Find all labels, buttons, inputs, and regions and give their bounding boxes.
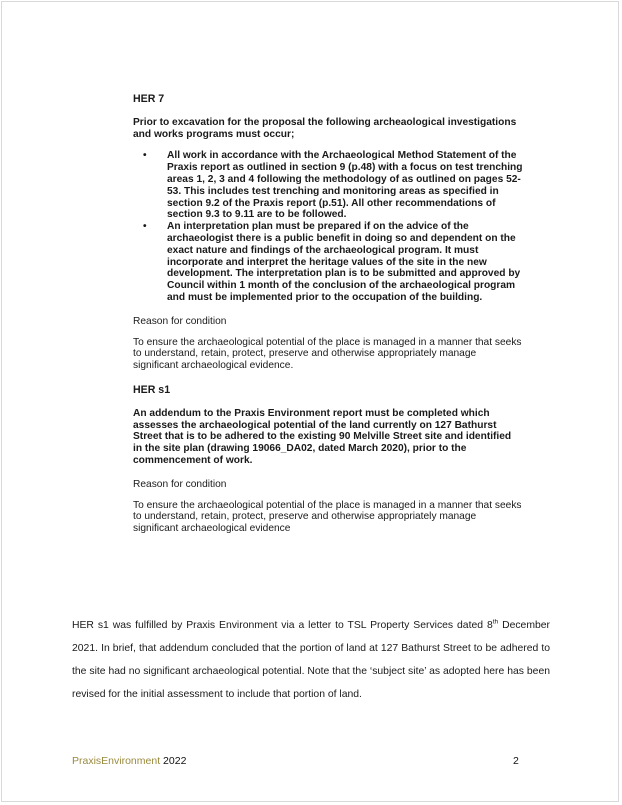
body-text-part-2: December 2021. In brief, that addendum concluded that the portion of land at 127 Bathurst Street to be adhered to the site had no significant archaeological potential. Note that the ‘subject site’ as adopted here has been revised for the initial assessment to include that portion of land.	[72, 620, 550, 701]
bullet-icon: •	[143, 150, 147, 162]
her7-heading: HER 7	[133, 93, 165, 105]
reason-label-1: Reason for condition	[133, 315, 227, 327]
list-item	[133, 221, 523, 304]
hers1-condition-text: An addendum to the Praxis Environment report must be completed which assesses the archaeological potential of the land currently on 127 Bathurst Street that is to be adhered to the existing 90 Melville Street site and identified in the site plan (drawing 19066_DA02, dated March 2020), prior to the commencement of work.	[133, 407, 512, 466]
body-paragraph	[72, 614, 550, 706]
footer-year: 2022	[163, 755, 187, 767]
footer-brand	[72, 755, 186, 767]
page-number: 2	[513, 755, 519, 767]
brand-name: PraxisEnvironment	[72, 755, 161, 767]
reason-text-2: To ensure the archaeological potential of the place is managed in a manner that seeks to understand, retain, protect, preserve and otherwise appropriately manage significant archaeological evidence	[133, 499, 522, 535]
hers1-heading: HER s1	[133, 383, 171, 396]
bullet-text: All work in accordance with the Archaeological Method Statement of the Praxis report as outlined in section 9 (p.48) with a focus on test trenching areas 1, 2, 3 and 4 following the methodology of as outlined on pages 52-53. This includes test trenching and monitoring areas as specified in section 9.2 of the Praxis report (p.51). All other recommendations of section 9.3 to 9.11 are to be followed.	[167, 150, 523, 221]
bullet-text: An interpretation plan must be prepared if on the advice of the archaeologist there is a public benefit in doing so and dependent on the exact nature and findings of the archaeological program. It must incorporate and interpret the heritage values of the site in the new development. The interpretation plan is to be submitted and approved by Council within 1 month of the conclusion of the archaeological program and must be implemented prior to the occupation of the building.	[167, 221, 521, 303]
list-item	[133, 150, 523, 221]
ordinal-suffix: th	[492, 618, 499, 626]
body-text-part-1: HER s1 was fulfilled by Praxis Environment via a letter to TSL Property Services dated 8	[72, 620, 493, 632]
her7-intro: Prior to excavation for the proposal the following archeaological investigations and works programs must occur;	[133, 116, 517, 140]
scanned-conditions-excerpt	[133, 94, 523, 535]
reason-text-1: To ensure the archaeological potential of the place is managed in a manner that seeks to understand, retain, protect, preserve and otherwise appropriately manage significant archaeological evidence.	[133, 336, 522, 372]
her7-bullet-list	[133, 150, 523, 303]
bullet-icon: •	[143, 221, 147, 233]
reason-label-2: Reason for condition	[133, 478, 227, 490]
